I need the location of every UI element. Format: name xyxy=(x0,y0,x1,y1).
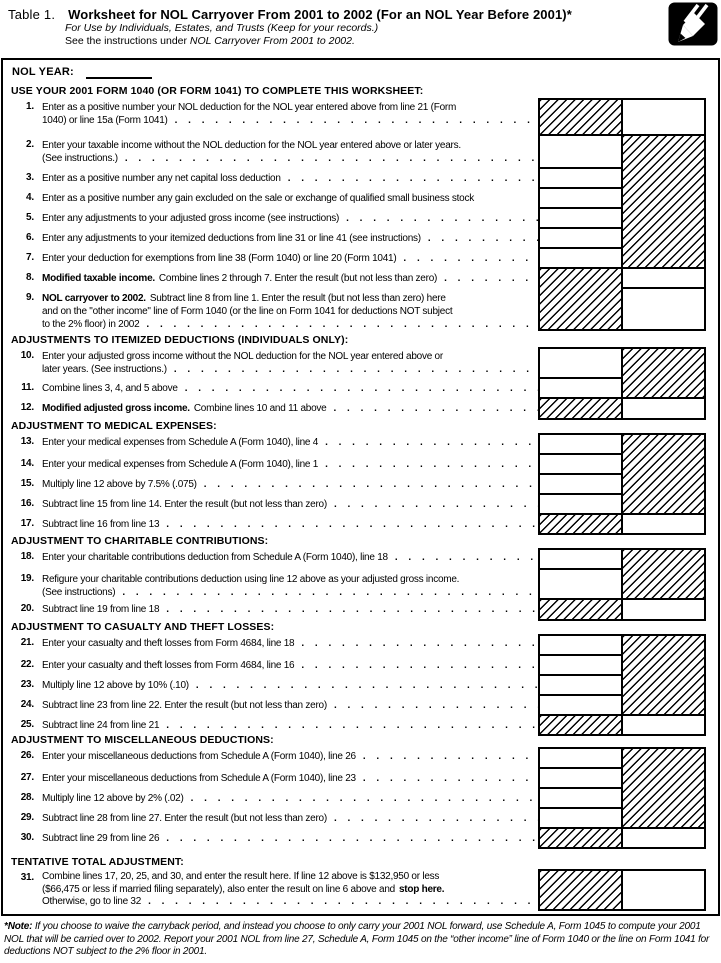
no-entry-hatch xyxy=(540,269,621,329)
dot-leader xyxy=(115,586,538,599)
dot-leader xyxy=(339,212,538,225)
section-header-medical: ADJUSTMENT TO MEDICAL EXPENSES: xyxy=(11,420,217,432)
worksheet-header xyxy=(0,0,721,58)
dot-leader xyxy=(141,896,538,909)
dot-leader xyxy=(168,114,538,127)
no-entry-hatch xyxy=(540,100,621,134)
entry-line9-amount[interactable] xyxy=(623,289,704,329)
line-2: 2. Enter your taxable income without the NOL deduction for the NOL year entered above or later years. (See instructions.) . . . xyxy=(3,136,538,169)
entry-line20-amount[interactable] xyxy=(623,600,704,619)
line-19: 19. Refigure your charitable contributions deduction using line 12 above as your adjusted gross income. (See instructions) . . . xyxy=(3,570,538,600)
no-entry-hatch xyxy=(623,636,704,714)
entry-line30-amount[interactable] xyxy=(623,829,704,847)
dot-leader xyxy=(318,436,538,449)
line-27: 27. Enter your miscellaneous deductions from Schedule A (Form 1040), line 23 . . . xyxy=(3,769,538,789)
dot-leader xyxy=(327,402,539,415)
line-4: 4. Enter as a positive number any gain excluded on the sale or exchange of qualified small business stock xyxy=(26,192,474,204)
line-22: 22. Enter your casualty and theft losses from Form 4684, line 16 . . . xyxy=(3,656,538,676)
entry-line15-amount[interactable] xyxy=(540,475,621,493)
dot-leader xyxy=(189,679,538,692)
line-29: 29. Subtract line 28 from line 27. Enter the result (but not less than zero) . . . xyxy=(3,809,538,829)
pencil-icon xyxy=(668,2,718,46)
line-31: 31. Combine lines 17, 20, 25, and 30, and enter the result here. If line 12 above is $132,950 or less ($66,475 or less if married filing separately), also enter the result on line 6 above and stop here. Otherwise, go to line 32 . . . xyxy=(3,869,538,911)
entry-line8-amount[interactable] xyxy=(623,269,704,287)
subtitle-1: For Use by Individuals, Estates, and Trusts (Keep for your records.) xyxy=(65,22,379,34)
line-9: 9. NOL carryover to 2002. Subtract line 8 from line 1. Enter the result (but not less than zero) here and on the "other income" line of Form 1040 (or the line on Form 1041 for deductions NOT subject to the 2% floor) in 2002 . . . xyxy=(3,289,538,331)
line-17: 17. Subtract line 16 from line 13 . . . xyxy=(3,515,538,535)
dot-leader xyxy=(159,719,538,732)
dot-leader xyxy=(294,637,538,650)
dot-leader xyxy=(178,382,538,395)
line-21: 21. Enter your casualty and theft losses from Form 4684, line 18 . . . xyxy=(3,634,538,656)
amount-boxes-10-12 xyxy=(538,347,706,420)
line-28: 28. Multiply line 12 above by 2% (.02) . . . xyxy=(3,789,538,809)
entry-line21-amount[interactable] xyxy=(540,636,621,654)
no-entry-hatch xyxy=(623,136,704,267)
no-entry-hatch xyxy=(623,550,704,598)
amount-boxes-31 xyxy=(538,869,706,911)
subtitle-2: See the instructions under NOL Carryover From 2001 to 2002. xyxy=(65,35,355,47)
entry-line31-amount[interactable] xyxy=(623,871,704,909)
dot-leader xyxy=(159,603,538,616)
amount-boxes-1-9 xyxy=(538,98,706,331)
entry-line7-amount[interactable] xyxy=(540,249,621,267)
section-lines-18-20 xyxy=(3,548,718,621)
entry-line25-amount[interactable] xyxy=(623,716,704,734)
dot-leader xyxy=(167,363,538,376)
dot-leader xyxy=(437,272,538,285)
line-10: 10. Enter your adjusted gross income without the NOL deduction for the NOL year entered above or later years. (See instructions.) . . . xyxy=(3,347,538,379)
no-entry-hatch xyxy=(623,749,704,827)
line-23: 23. Multiply line 12 above by 10% (.10) . . . xyxy=(3,676,538,696)
section-header-intro: USE YOUR 2001 FORM 1040 (OR FORM 1041) TO COMPLETE THIS WORKSHEET: xyxy=(11,85,424,97)
no-entry-hatch xyxy=(540,829,621,847)
dot-leader xyxy=(294,659,538,672)
line-6: 6. Enter any adjustments to your itemized deductions from line 31 or line 41 (see instructions) . . . xyxy=(3,229,538,249)
table-label: Table 1. xyxy=(8,7,56,22)
line-3: 3. Enter as a positive number any net capital loss deduction . . . xyxy=(3,169,538,189)
nol-year-input[interactable] xyxy=(86,66,152,79)
line-1: 1. Enter as a positive number your NOL deduction for the NOL year entered above from line 21 (Form 1040) or line 15a (Form 1041) . . . xyxy=(3,98,538,136)
dot-leader xyxy=(184,792,538,805)
footnote xyxy=(0,921,721,959)
no-entry-hatch xyxy=(540,716,621,734)
dot-leader xyxy=(159,518,538,531)
dot-leader xyxy=(327,498,538,511)
entry-line14-amount[interactable] xyxy=(540,455,621,473)
entry-line29-amount[interactable] xyxy=(540,809,621,827)
dot-leader xyxy=(318,458,538,471)
line-20: 20. Subtract line 19 from line 18 . . . xyxy=(3,600,538,621)
dot-leader xyxy=(327,812,538,825)
line-7: 7. Enter your deduction for exemptions from line 38 (Form 1040) or line 20 (Form 1041) . . . xyxy=(3,249,538,269)
no-entry-hatch xyxy=(540,871,621,909)
entry-line24-amount[interactable] xyxy=(540,696,621,714)
section-header-casualty: ADJUSTMENT TO CASUALTY AND THEFT LOSSES: xyxy=(11,621,275,633)
nol-year-label: NOL YEAR: xyxy=(12,66,74,78)
dot-leader xyxy=(388,551,538,564)
section-header-misc: ADJUSTMENT TO MISCELLANEOUS DEDUCTIONS: xyxy=(11,734,274,746)
dot-leader xyxy=(139,318,538,331)
entry-line5-amount[interactable] xyxy=(540,209,621,227)
section-header-charitable: ADJUSTMENT TO CHARITABLE CONTRIBUTIONS: xyxy=(11,535,269,547)
entry-line6-amount[interactable] xyxy=(540,229,621,247)
dot-leader xyxy=(118,152,538,165)
section-lines-1-9 xyxy=(3,98,718,331)
no-entry-hatch xyxy=(623,349,704,397)
no-entry-hatch xyxy=(623,435,704,513)
dot-leader xyxy=(327,699,538,712)
line-30: 30. Subtract line 29 from line 26 . . . xyxy=(3,829,538,849)
entry-line28-amount[interactable] xyxy=(540,789,621,807)
no-entry-hatch xyxy=(540,515,621,533)
line-8: 8. Modified taxable income. Combine lines 2 through 7. Enter the result (but not less than zero) . . . xyxy=(3,269,538,289)
amount-boxes-13-17 xyxy=(538,433,706,535)
line-5: 5. Enter any adjustments to your adjusted gross income (see instructions) . . . xyxy=(3,209,538,229)
line-25: 25. Subtract line 24 from line 21 . . . xyxy=(3,716,538,736)
entry-line10-amount[interactable] xyxy=(540,349,621,377)
amount-boxes-18-20 xyxy=(538,548,706,621)
entry-line22-amount[interactable] xyxy=(540,656,621,674)
line-15: 15. Multiply line 12 above by 7.5% (.075) . . . xyxy=(3,475,538,495)
page-title: Worksheet for NOL Carryover From 2001 to 2002 (For an NOL Year Before 2001)* xyxy=(68,7,572,22)
amount-boxes-21-25 xyxy=(538,634,706,736)
line-26: 26. Enter your miscellaneous deductions from Schedule A (Form 1040), line 26 . . . xyxy=(3,747,538,769)
dot-leader xyxy=(356,750,538,763)
entry-line23-amount[interactable] xyxy=(540,676,621,694)
line-11: 11. Combine lines 3, 4, and 5 above . . . xyxy=(3,379,538,399)
entry-line1-amount[interactable] xyxy=(623,100,704,134)
line-24: 24. Subtract line 23 from line 22. Enter the result (but not less than zero) . . . xyxy=(3,696,538,716)
worksheet-body xyxy=(1,58,720,916)
section-header-tentative: TENTATIVE TOTAL ADJUSTMENT: xyxy=(11,856,184,868)
line-14: 14. Enter your medical expenses from Schedule A (Form 1040), line 1 . . . xyxy=(3,455,538,475)
entry-line4-amount[interactable] xyxy=(540,189,621,207)
line-16: 16. Subtract line 15 from line 14. Enter the result (but not less than zero) . . . xyxy=(3,495,538,515)
entry-line2-amount[interactable] xyxy=(540,136,621,167)
line-18: 18. Enter your charitable contributions deduction from Schedule A (Form 1040), line 18 . . . xyxy=(3,548,538,570)
entry-line26-amount[interactable] xyxy=(540,749,621,767)
dot-leader xyxy=(159,832,538,845)
dot-leader xyxy=(421,232,538,245)
entry-line16-amount[interactable] xyxy=(540,495,621,513)
entry-line19-amount[interactable] xyxy=(540,570,621,598)
section-header-itemized: ADJUSTMENTS TO ITEMIZED DEDUCTIONS (INDIVIDUALS ONLY): xyxy=(11,334,349,346)
section-lines-21-25 xyxy=(3,634,718,736)
no-entry-hatch xyxy=(540,600,621,619)
dot-leader xyxy=(281,172,538,185)
line-13: 13. Enter your medical expenses from Schedule A (Form 1040), line 4 . . . xyxy=(3,433,538,455)
section-lines-13-17 xyxy=(3,433,718,535)
footnote-text: If you choose to waive the carryback period, and instead you choose to only carry your 2001 NOL forward, use Schedule A, Form 1045 to compute your 2001 NOL that will be carried over to 2002. Report your 2001 NOL from line 27, Schedule A, Form 1045 on the “other income” line of Form 1040 or the line on Form 1041 for deductions NOT subject to the 2% floor in 2001. xyxy=(4,921,710,957)
line-12: 12. Modified adjusted gross income. Combine lines 10 and 11 above . . . xyxy=(3,399,538,420)
dot-leader xyxy=(396,252,538,265)
entry-line17-amount[interactable] xyxy=(623,515,704,533)
nol-year-row xyxy=(3,66,718,83)
entry-line27-amount[interactable] xyxy=(540,769,621,787)
entry-line3-amount[interactable] xyxy=(540,169,621,187)
footnote-label: *Note: xyxy=(4,921,33,932)
entry-line13-amount[interactable] xyxy=(540,435,621,453)
entry-line18-amount[interactable] xyxy=(540,550,621,568)
section-line-31 xyxy=(3,869,718,911)
section-lines-26-30 xyxy=(3,747,718,849)
no-entry-hatch xyxy=(540,399,621,418)
entry-line11-amount[interactable] xyxy=(540,379,621,397)
dot-leader xyxy=(356,772,538,785)
entry-line12-amount[interactable] xyxy=(623,399,704,418)
dot-leader xyxy=(197,478,538,491)
amount-boxes-26-30 xyxy=(538,747,706,849)
section-lines-10-12 xyxy=(3,347,718,420)
